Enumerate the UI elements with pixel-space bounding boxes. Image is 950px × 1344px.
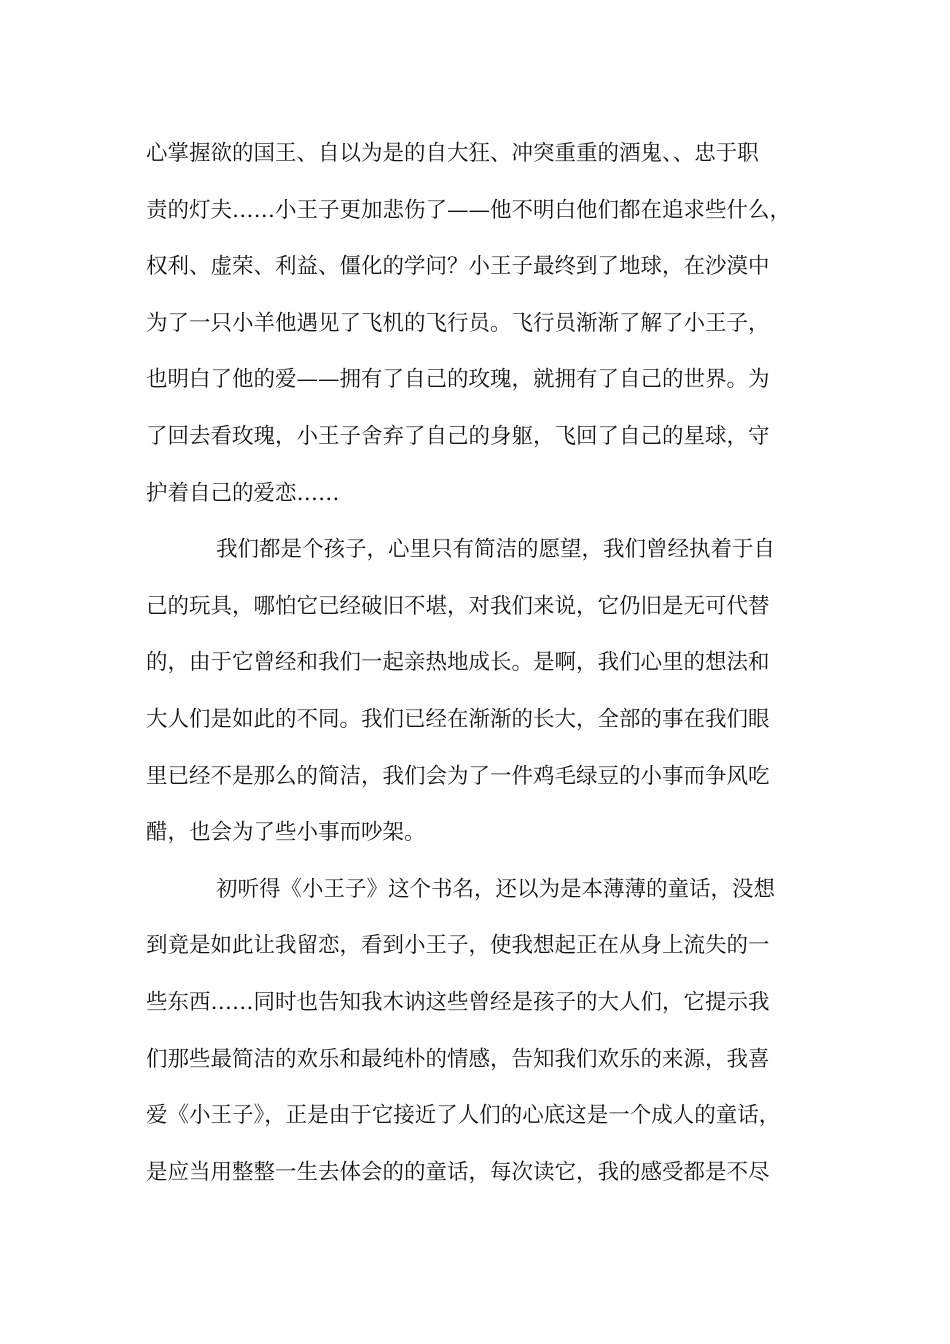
text-line: 们那些最简洁的欢乐和最纯朴的情感，告知我们欢乐的来源，我喜 bbox=[146, 1046, 770, 1072]
text-line: 护着自己的爱恋…… bbox=[146, 480, 340, 506]
text-line: 大人们是如此的不同。我们已经在渐渐的长大，全部的事在我们眼 bbox=[146, 706, 770, 732]
text-line: 权利、虚荣、利益、僵化的学问？小王子最终到了地球，在沙漠中 bbox=[146, 254, 770, 280]
text-line: 为了一只小羊他遇见了飞机的飞行员。飞行员渐渐了解了小王子， bbox=[146, 310, 770, 336]
text-line: 责的灯夫……小王子更加悲伤了——他不明白他们都在追求些什么， bbox=[146, 197, 792, 223]
paragraph-2 bbox=[146, 528, 816, 868]
text-line: 我们都是个孩子，心里只有简洁的愿望，我们曾经执着于自 bbox=[216, 537, 776, 563]
text-line: 的，由于它曾经和我们一起亲热地成长。是啊，我们心里的想法和 bbox=[146, 650, 770, 676]
paragraph-3 bbox=[146, 868, 816, 1208]
text-line: 里已经不是那么的简洁，我们会为了一件鸡毛绿豆的小事而争风吃 bbox=[146, 763, 770, 789]
text-line: 些东西……同时也告知我木讷这些曾经是孩子的大人们，它提示我 bbox=[146, 989, 770, 1015]
text-line: 到竟是如此让我留恋，看到小王子，使我想起正在从身上流失的一 bbox=[146, 933, 770, 959]
text-line: 己的玩具，哪怕它已经破旧不堪，对我们来说，它仍旧是无可代替 bbox=[146, 593, 770, 619]
text-line: 也明白了他的爱——拥有了自己的玫瑰，就拥有了自己的世界。为 bbox=[146, 367, 770, 393]
text-line: 醋，也会为了些小事而吵架。 bbox=[146, 820, 426, 846]
paragraph-1 bbox=[146, 132, 816, 528]
text-line: 了回去看玫瑰，小王子舍弃了自己的身躯，飞回了自己的星球，守 bbox=[146, 423, 770, 449]
text-line: 是应当用整整一生去体会的的童话，每次读它，我的感受都是不尽 bbox=[146, 1159, 770, 1185]
text-line: 心掌握欲的国王、自以为是的自大狂、冲突重重的酒鬼、、忠于职 bbox=[146, 141, 759, 166]
body-text bbox=[146, 132, 816, 1207]
text-line: 爱《小王子》，正是由于它接近了人们的心底这是一个成人的童话， bbox=[146, 1103, 781, 1129]
text-line: 初听得《小王子》这个书名，还以为是本薄薄的童话，没想 bbox=[216, 876, 776, 902]
